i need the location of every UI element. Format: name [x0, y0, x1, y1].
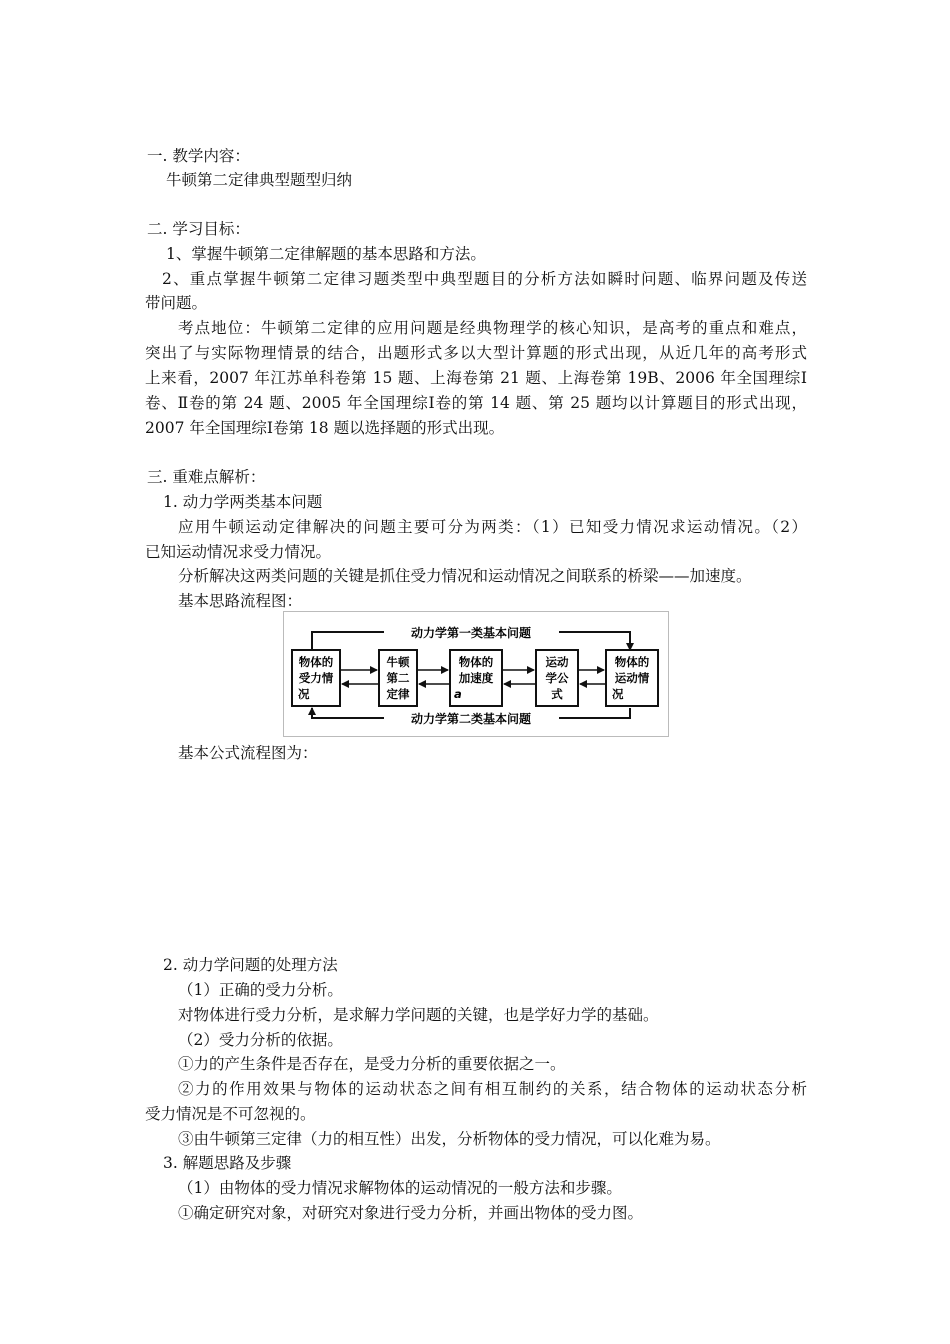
section-3-3-title: 3. 解题思路及步骤 [163, 1154, 292, 1172]
kaodian-line-5: 2007 年全国理综Ⅰ卷第 18 题以选择题的形式出现。 [145, 419, 505, 437]
formula-diagram-label: 基本公式流程图为： [178, 744, 318, 762]
svg-text:式: 式 [551, 687, 563, 701]
svg-text:牛顿: 牛顿 [386, 655, 410, 669]
section-3-1-title: 1. 动力学两类基本问题 [163, 493, 323, 511]
svg-text:况: 况 [612, 687, 624, 701]
kaodian-line-1: 考点地位：牛顿第二定律的应用问题是经典物理学的核心知识，是高考的重点和难点， [178, 319, 807, 337]
kaodian-line-4: 卷、Ⅱ卷的第 24 题、2005 年全国理综Ⅰ卷的第 14 题、第 25 题均以计算题目的形式出现， [145, 394, 807, 412]
section-3-1-para-2: 分析解决这两类问题的关键是抓住受力情况和运动情况之间联系的桥梁——加速度。 [178, 567, 752, 585]
box-kinematics-formula [536, 650, 578, 706]
kaodian-line-3: 上来看，2007 年江苏单科卷第 15 题、上海卷第 21 题、上海卷第 19B、2006 年全国理综Ⅰ [145, 369, 807, 387]
section-3-2-b3: ③由牛顿第三定律（力的相互性）出发，分析物体的受力情况，可以化难为易。 [178, 1130, 721, 1148]
svg-text:物体的: 物体的 [614, 655, 650, 669]
svg-text:物体的: 物体的 [458, 655, 494, 669]
bottom-loop-label: 动力学第二类基本问题 [410, 712, 532, 726]
section-2-item-2-line-2: 带问题。 [145, 294, 208, 312]
svg-text:物体的: 物体的 [298, 655, 334, 669]
section-3-1-para-1-line-1: 应用牛顿运动定律解决的问题主要可分为两类：（1）已知受力情况求运动情况。（2） [178, 518, 807, 536]
section-3-2-title: 2. 动力学问题的处理方法 [163, 956, 338, 974]
flow-diagram [283, 611, 669, 737]
svg-text:定律: 定律 [386, 687, 410, 701]
box-newton-second-law [379, 650, 417, 706]
section-3-2-b2-line-1: ②力的作用效果与物体的运动状态之间有相互制约的关系，结合物体的运动状态分析 [178, 1080, 807, 1098]
flow-diagram-label: 基本思路流程图： [178, 592, 303, 610]
kaodian-line-2: 突出了与实际物理情景的结合，出题形式多以大型计算题的形式出现，从近几年的高考形式 [145, 344, 807, 362]
svg-text:受力情: 受力情 [298, 671, 334, 685]
section-3-3-a: （1）由物体的受力情况求解物体的运动情况的一般方法和步骤。 [178, 1179, 622, 1197]
top-loop-label: 动力学第一类基本问题 [410, 626, 532, 640]
section-2-item-1: 1、掌握牛顿第二定律解题的基本思路和方法。 [166, 245, 486, 263]
box-motion-condition [606, 650, 658, 706]
section-3-1-para-1-line-2: 已知运动情况求受力情况。 [145, 543, 332, 561]
svg-text:况: 况 [298, 687, 310, 701]
section-3-2-b2-line-2: 受力情况是不可忽视的。 [145, 1105, 316, 1123]
section-3-3-a1: ①确定研究对象，对研究对象进行受力分析，并画出物体的受力图。 [178, 1204, 644, 1222]
section-2-heading: 二. 学习目标： [147, 220, 250, 238]
section-3-2-a-body: 对物体进行受力分析，是求解力学问题的关键，也是学好力学的基础。 [178, 1006, 659, 1024]
section-3-2-b1: ①力的产生条件是否存在，是受力分析的重要依据之一。 [178, 1055, 566, 1073]
svg-text:加速度: 加速度 [458, 671, 494, 685]
svg-text:运动: 运动 [545, 655, 569, 669]
box-acceleration [450, 650, 502, 706]
svg-text:运动情: 运动情 [614, 671, 650, 685]
svg-text:第二: 第二 [386, 671, 410, 685]
section-3-2-a: （1）正确的受力分析。 [178, 981, 343, 999]
section-3-heading: 三. 重难点解析： [147, 468, 266, 486]
box-force-condition [292, 650, 340, 706]
section-3-2-b: （2）受力分析的依据。 [178, 1031, 343, 1049]
section-2-item-2-line-1: 2、重点掌握牛顿第二定律习题类型中典型题目的分析方法如瞬时问题、临界问题及传送 [162, 270, 807, 288]
svg-text:a: a [454, 687, 462, 701]
section-1-body: 牛顿第二定律典型题型归纳 [166, 171, 353, 189]
section-1-heading: 一. 教学内容： [147, 147, 250, 165]
svg-text:学公: 学公 [545, 671, 569, 685]
